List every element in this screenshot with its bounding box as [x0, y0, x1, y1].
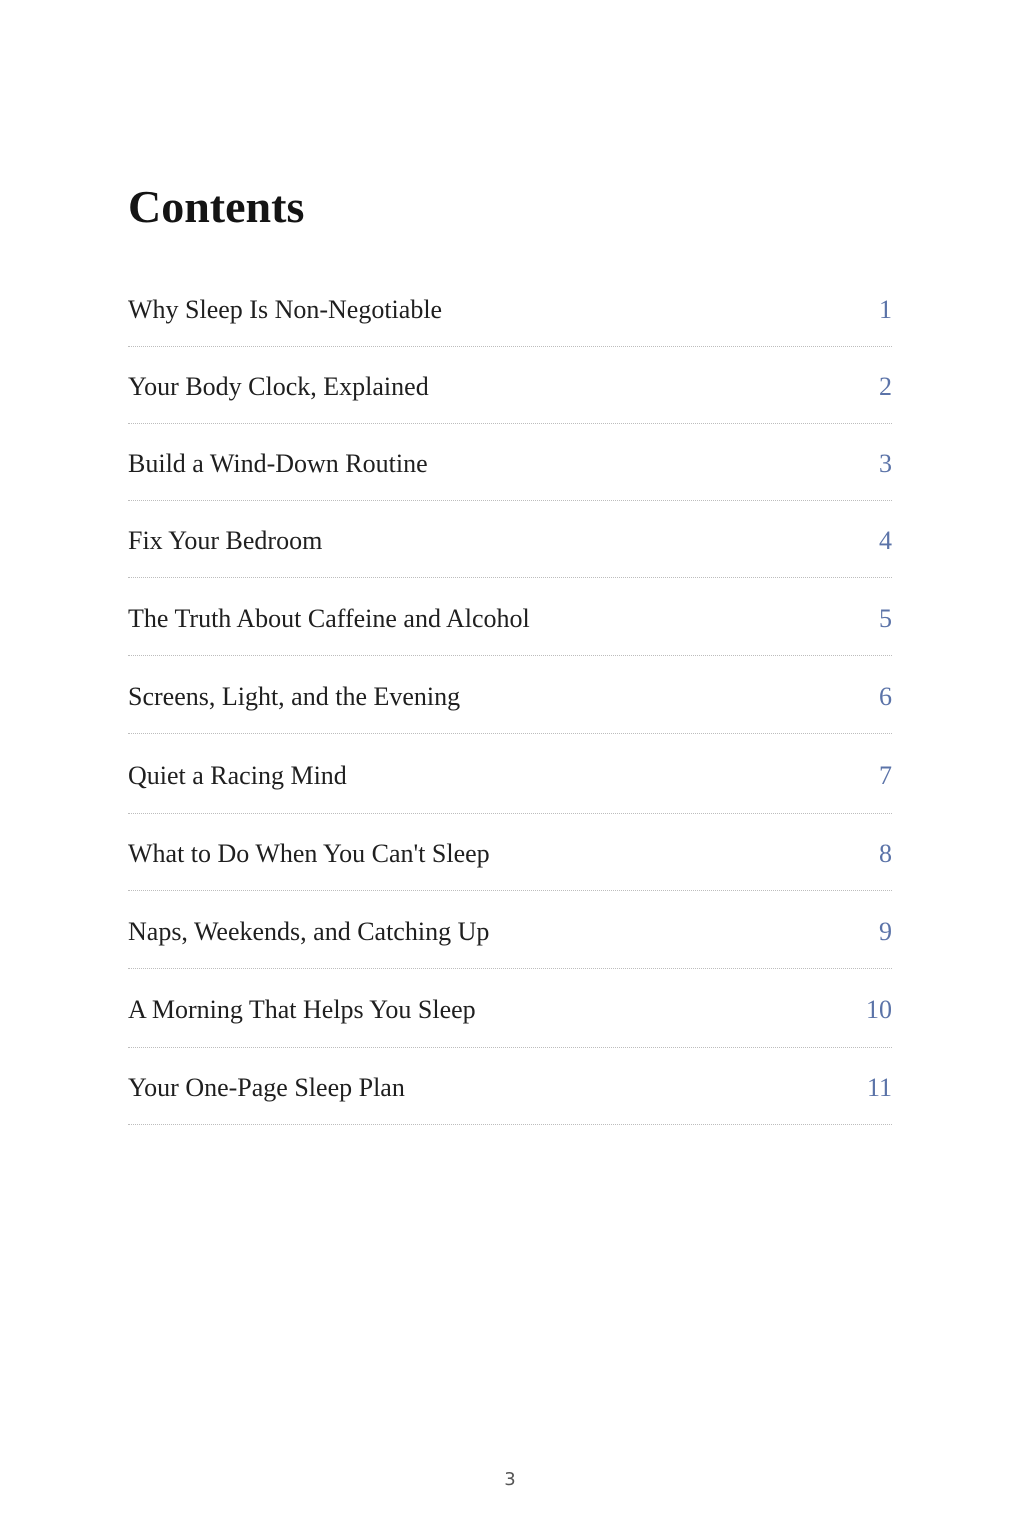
toc-entry[interactable]: [128, 578, 892, 656]
toc-entry-page-number[interactable]: 10: [866, 995, 892, 1024]
toc-entry-title[interactable]: What to Do When You Can't Sleep: [128, 839, 490, 868]
table-of-contents: [128, 270, 892, 1125]
footer-page-number: 3: [504, 1469, 516, 1490]
toc-entry[interactable]: [128, 656, 892, 734]
toc-entry[interactable]: [128, 734, 892, 814]
toc-entry[interactable]: [128, 270, 892, 347]
toc-entry-title[interactable]: The Truth About Caffeine and Alcohol: [128, 603, 530, 633]
toc-entry[interactable]: [128, 891, 892, 969]
toc-entry[interactable]: [128, 969, 892, 1048]
toc-entry-page-number[interactable]: 1: [879, 295, 892, 324]
toc-entry-title[interactable]: Naps, Weekends, and Catching Up: [128, 916, 490, 946]
toc-entry[interactable]: [128, 814, 892, 891]
toc-entry-page-number[interactable]: 6: [879, 681, 892, 711]
toc-entry-page-number[interactable]: 3: [879, 449, 892, 478]
toc-entry[interactable]: [128, 501, 892, 578]
toc-entry-page-number[interactable]: 9: [879, 916, 892, 946]
toc-entry-page-number[interactable]: 2: [879, 372, 892, 401]
toc-entry-page-number[interactable]: 7: [879, 760, 892, 790]
toc-entry-page-number[interactable]: 4: [879, 526, 892, 555]
toc-entry-page-number[interactable]: 5: [879, 603, 892, 633]
toc-entry-title[interactable]: A Morning That Helps You Sleep: [128, 995, 476, 1024]
toc-entry-page-number[interactable]: 11: [866, 1073, 892, 1102]
toc-entry[interactable]: [128, 347, 892, 424]
toc-entry-title[interactable]: Build a Wind-Down Routine: [128, 449, 428, 478]
toc-entry-title[interactable]: Fix Your Bedroom: [128, 526, 323, 555]
toc-entry[interactable]: [128, 424, 892, 501]
toc-entry-title[interactable]: Quiet a Racing Mind: [128, 760, 347, 790]
toc-entry-title[interactable]: Why Sleep Is Non-Negotiable: [128, 295, 443, 324]
toc-entry-title[interactable]: Screens, Light, and the Evening: [128, 681, 461, 711]
toc-entry[interactable]: [128, 1048, 892, 1125]
toc-entry-title[interactable]: Your Body Clock, Explained: [128, 372, 429, 401]
toc-entry-title[interactable]: Your One-Page Sleep Plan: [128, 1073, 405, 1102]
toc-entry-page-number[interactable]: 8: [879, 839, 892, 868]
page-title: Contents: [128, 181, 305, 232]
